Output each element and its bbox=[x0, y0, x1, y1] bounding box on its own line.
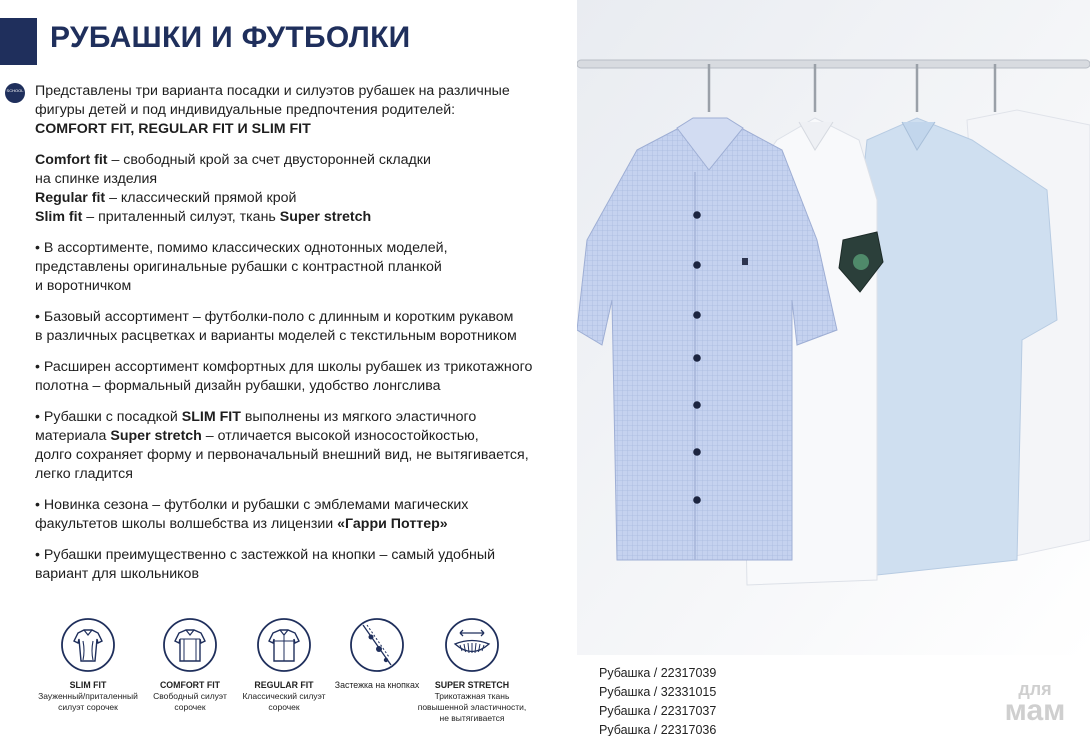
intro-fits: COMFORT FIT, REGULAR FIT И SLIM FIT bbox=[35, 121, 311, 137]
icon-label: Застежка на кнопках bbox=[334, 680, 420, 690]
icon-desc: сорочек bbox=[174, 702, 206, 712]
bullet-5-cont: факультетов школы волшебства из лицензии «Гарри Поттер» bbox=[35, 516, 448, 532]
school-badge-logo: SCHOOL bbox=[5, 83, 25, 103]
icon-desc: повышенной эластичности, bbox=[417, 702, 527, 712]
caption: Рубашка / 22317037 bbox=[599, 704, 717, 718]
slim-fit-desc: Slim fit – приталенный силуэт, ткань Super stretch bbox=[35, 209, 372, 225]
bullet-1-cont: представлены оригинальные рубашки с контрастной планкой bbox=[35, 259, 442, 275]
product-captions bbox=[599, 664, 716, 736]
icon-desc: Свободный силуэт bbox=[153, 691, 227, 701]
super-stretch-fabric-icon bbox=[444, 617, 500, 673]
bullet-5: • Новинка сезона – футболки и рубашки с эмблемами магических bbox=[35, 497, 469, 513]
slim-fit-shirt-icon bbox=[60, 617, 116, 673]
page-title: РУБАШКИ И ФУТБОЛКИ bbox=[50, 21, 411, 54]
icon-desc: Зауженный/приталенный bbox=[38, 691, 138, 701]
shirts-photo bbox=[577, 0, 1090, 655]
regular-fit-shirt-icon bbox=[256, 617, 312, 673]
intro-line: Представлены три варианта посадки и силуэтов рубашек на различные bbox=[35, 83, 510, 99]
slim-fit-feature bbox=[30, 617, 146, 713]
caption: Рубашка / 22317039 bbox=[599, 666, 717, 680]
super-stretch-feature bbox=[410, 617, 534, 724]
bullet-4-cont: материала Super stretch – отличается высокой износостойкостью, bbox=[35, 428, 479, 444]
description-text bbox=[35, 82, 565, 584]
shirt-logo-mark bbox=[742, 258, 748, 265]
bullet-6-cont: вариант для школьников bbox=[35, 566, 199, 582]
comfort-fit-desc-cont: на спинке изделия bbox=[35, 171, 158, 187]
comfort-fit-shirt-icon bbox=[162, 617, 218, 673]
bullet-3-cont: полотна – формальный дизайн рубашки, удобство лонгслива bbox=[35, 378, 441, 394]
caption: Рубашка / 32331015 bbox=[599, 685, 717, 699]
bullet-1: • В ассортименте, помимо классических однотонных моделей, bbox=[35, 240, 448, 256]
caption: Рубашка / 22317036 bbox=[599, 723, 717, 736]
bullet-4-cont: долго сохраняет форму и первоначальный внешний вид, не вытягивается, bbox=[35, 447, 529, 463]
icon-desc: силуэт сорочек bbox=[58, 702, 118, 712]
bullet-1-cont: и воротничком bbox=[35, 278, 132, 294]
feature-icons-row bbox=[30, 617, 550, 732]
clothes-rail bbox=[577, 60, 1090, 68]
bullet-2: • Базовый ассортимент – футболки-поло с длинным и коротким рукавом bbox=[35, 309, 514, 325]
snap-buttons-icon bbox=[349, 617, 405, 673]
bullet-2-cont: в различных расцветках и варианты моделей с текстильным воротником bbox=[35, 328, 517, 344]
icon-label: SUPER STRETCH bbox=[434, 680, 510, 690]
comfort-fit-desc: Comfort fit – свободный крой за счет двусторонней складки bbox=[35, 152, 431, 168]
icon-desc: не вытягивается bbox=[439, 713, 505, 723]
icon-desc: Классический силуэт bbox=[242, 691, 326, 701]
icon-desc: Трикотажная ткань bbox=[434, 691, 510, 701]
regular-fit-desc: Regular fit – классический прямой крой bbox=[35, 190, 297, 206]
bullet-6: • Рубашки преимущественно с застежкой на кнопки – самый удобный bbox=[35, 547, 496, 563]
bullet-4-cont: легко гладится bbox=[35, 466, 133, 482]
watermark: для мам bbox=[1004, 679, 1066, 727]
icon-label: REGULAR FIT bbox=[254, 680, 314, 690]
icon-desc: сорочек bbox=[268, 702, 300, 712]
bullet-4: • Рубашки с посадкой SLIM FIT выполнены из мягкого эластичного bbox=[35, 409, 477, 425]
bullet-3: • Расширен ассортимент комфортных для школы рубашек из трикотажного bbox=[35, 359, 533, 375]
icon-label: COMFORT FIT bbox=[159, 680, 221, 690]
icon-label: SLIM FIT bbox=[69, 680, 107, 690]
title-accent-bar bbox=[0, 18, 37, 65]
intro-line: фигуры детей и под индивидуальные предпочтения родителей: bbox=[35, 102, 456, 118]
